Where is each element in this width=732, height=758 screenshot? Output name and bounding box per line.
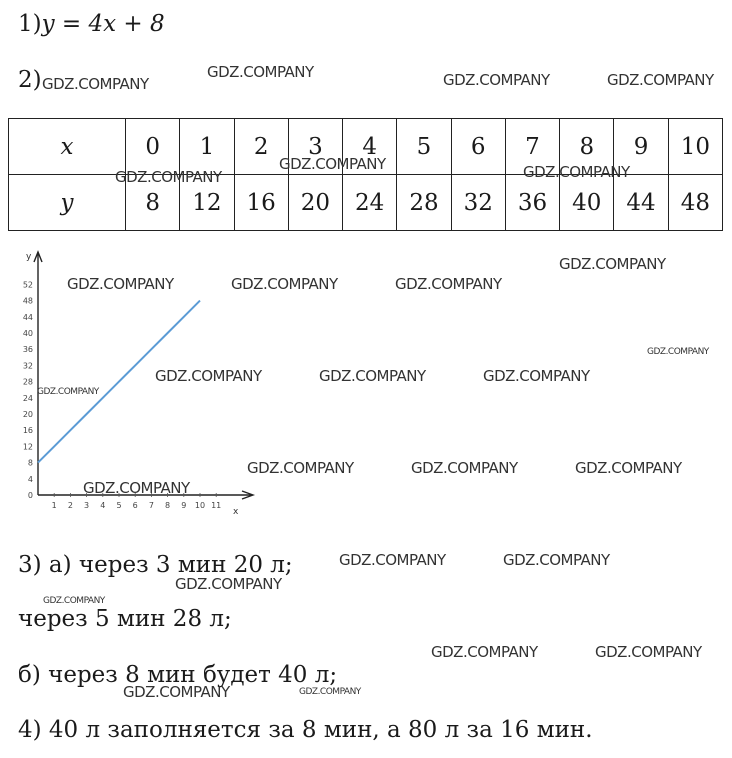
watermark: GDZ.COMPANY bbox=[279, 155, 386, 173]
y-tick-label: 48 bbox=[22, 296, 33, 306]
watermark: GDZ.COMPANY bbox=[319, 367, 426, 385]
watermark: GDZ.COMPANY bbox=[231, 275, 338, 293]
watermark: GDZ.COMPANY bbox=[83, 479, 190, 497]
table-header-y: y bbox=[9, 175, 126, 231]
table-cell: 36 bbox=[505, 175, 559, 231]
x-tick-label: 9 bbox=[181, 501, 187, 510]
watermark: GDZ.COMPANY bbox=[299, 687, 361, 697]
watermark: GDZ.COMPANY bbox=[431, 643, 538, 661]
y-tick-label: 12 bbox=[22, 442, 33, 452]
watermark: GDZ.COMPANY bbox=[42, 75, 149, 93]
watermark: GDZ.COMPANY bbox=[503, 551, 610, 569]
watermark: GDZ.COMPANY bbox=[559, 255, 666, 273]
watermark: GDZ.COMPANY bbox=[575, 459, 682, 477]
y-axis-label: y bbox=[26, 252, 32, 262]
watermark: GDZ.COMPANY bbox=[123, 683, 230, 701]
y-tick-label: 20 bbox=[22, 410, 33, 419]
table-cell: 5 bbox=[397, 119, 451, 175]
y-tick-label: 44 bbox=[22, 312, 33, 322]
y-tick-label: 52 bbox=[22, 280, 33, 290]
watermark: GDZ.COMPANY bbox=[207, 63, 314, 81]
watermark: GDZ.COMPANY bbox=[175, 575, 282, 593]
watermark: GDZ.COMPANY bbox=[37, 387, 99, 397]
watermark: GDZ.COMPANY bbox=[339, 551, 446, 569]
y-tick-label: 0 bbox=[27, 491, 33, 500]
table-cell: 16 bbox=[234, 175, 288, 231]
table-header-x: x bbox=[9, 119, 126, 175]
y-tick-label: 24 bbox=[22, 393, 33, 403]
watermark: GDZ.COMPANY bbox=[483, 367, 590, 385]
y-tick-label: 8 bbox=[27, 458, 33, 468]
y-tick-label: 32 bbox=[22, 361, 33, 371]
watermark: GDZ.COMPANY bbox=[523, 163, 630, 181]
watermark: GDZ.COMPANY bbox=[607, 71, 714, 89]
table-cell: 40 bbox=[560, 175, 614, 231]
item-number-2: 2) bbox=[18, 67, 42, 93]
x-tick-label: 4 bbox=[100, 501, 106, 510]
watermark: GDZ.COMPANY bbox=[395, 275, 502, 293]
x-tick-label: 7 bbox=[148, 501, 154, 510]
y-tick-label: 4 bbox=[27, 474, 33, 484]
table-cell: 20 bbox=[288, 175, 342, 231]
table-cell: 0 bbox=[126, 119, 180, 175]
watermark: GDZ.COMPANY bbox=[67, 275, 174, 293]
answer-3b: б) через 8 мин будет 40 л; bbox=[18, 662, 338, 688]
answer-4: 4) 40 л заполняется за 8 мин, а 80 л за 16 мин. bbox=[18, 717, 593, 743]
x-axis-label: x bbox=[233, 507, 239, 517]
table-cell: 1 bbox=[180, 119, 234, 175]
watermark: GDZ.COMPANY bbox=[247, 459, 354, 477]
table-cell: 8 bbox=[126, 175, 180, 231]
watermark: GDZ.COMPANY bbox=[115, 168, 222, 186]
watermark: GDZ.COMPANY bbox=[43, 596, 105, 606]
table-cell: 44 bbox=[614, 175, 668, 231]
table-cell: 24 bbox=[343, 175, 397, 231]
table-cell: 8 bbox=[560, 119, 614, 175]
x-tick-label: 11 bbox=[211, 501, 222, 510]
watermark: GDZ.COMPANY bbox=[411, 459, 518, 477]
table-cell: 10 bbox=[668, 119, 722, 175]
x-tick-label: 3 bbox=[84, 501, 90, 510]
equation: y = 4x + 8 bbox=[41, 11, 165, 37]
watermark: GDZ.COMPANY bbox=[595, 643, 702, 661]
table-cell: 28 bbox=[397, 175, 451, 231]
equation-line bbox=[18, 10, 165, 38]
y-tick-label: 28 bbox=[22, 377, 33, 387]
watermark: GDZ.COMPANY bbox=[155, 367, 262, 385]
table-cell: 3 bbox=[288, 119, 342, 175]
table-cell: 9 bbox=[614, 119, 668, 175]
watermark: GDZ.COMPANY bbox=[443, 71, 550, 89]
item-number-1: 1) bbox=[18, 11, 42, 37]
answer-3a: 3) а) через 3 мин 20 л; bbox=[18, 552, 293, 578]
table-cell: 2 bbox=[234, 119, 288, 175]
x-tick-label: 8 bbox=[165, 501, 171, 510]
table-cell: 7 bbox=[505, 119, 559, 175]
watermark: GDZ.COMPANY bbox=[647, 347, 709, 357]
y-tick-label: 36 bbox=[22, 345, 33, 355]
x-tick-label: 10 bbox=[194, 501, 206, 510]
y-tick-label: 16 bbox=[22, 426, 33, 436]
table-cell: 32 bbox=[451, 175, 505, 231]
x-tick-label: 1 bbox=[51, 501, 57, 510]
table-cell: 6 bbox=[451, 119, 505, 175]
x-tick-label: 6 bbox=[132, 501, 138, 510]
answer-3a-cont: через 5 мин 28 л; bbox=[18, 606, 232, 632]
table-cell: 12 bbox=[180, 175, 234, 231]
table-cell: 4 bbox=[343, 119, 397, 175]
x-tick-label: 5 bbox=[116, 501, 122, 510]
table-cell: 48 bbox=[668, 175, 722, 231]
y-tick-label: 40 bbox=[22, 329, 33, 338]
x-tick-label: 2 bbox=[67, 501, 73, 510]
